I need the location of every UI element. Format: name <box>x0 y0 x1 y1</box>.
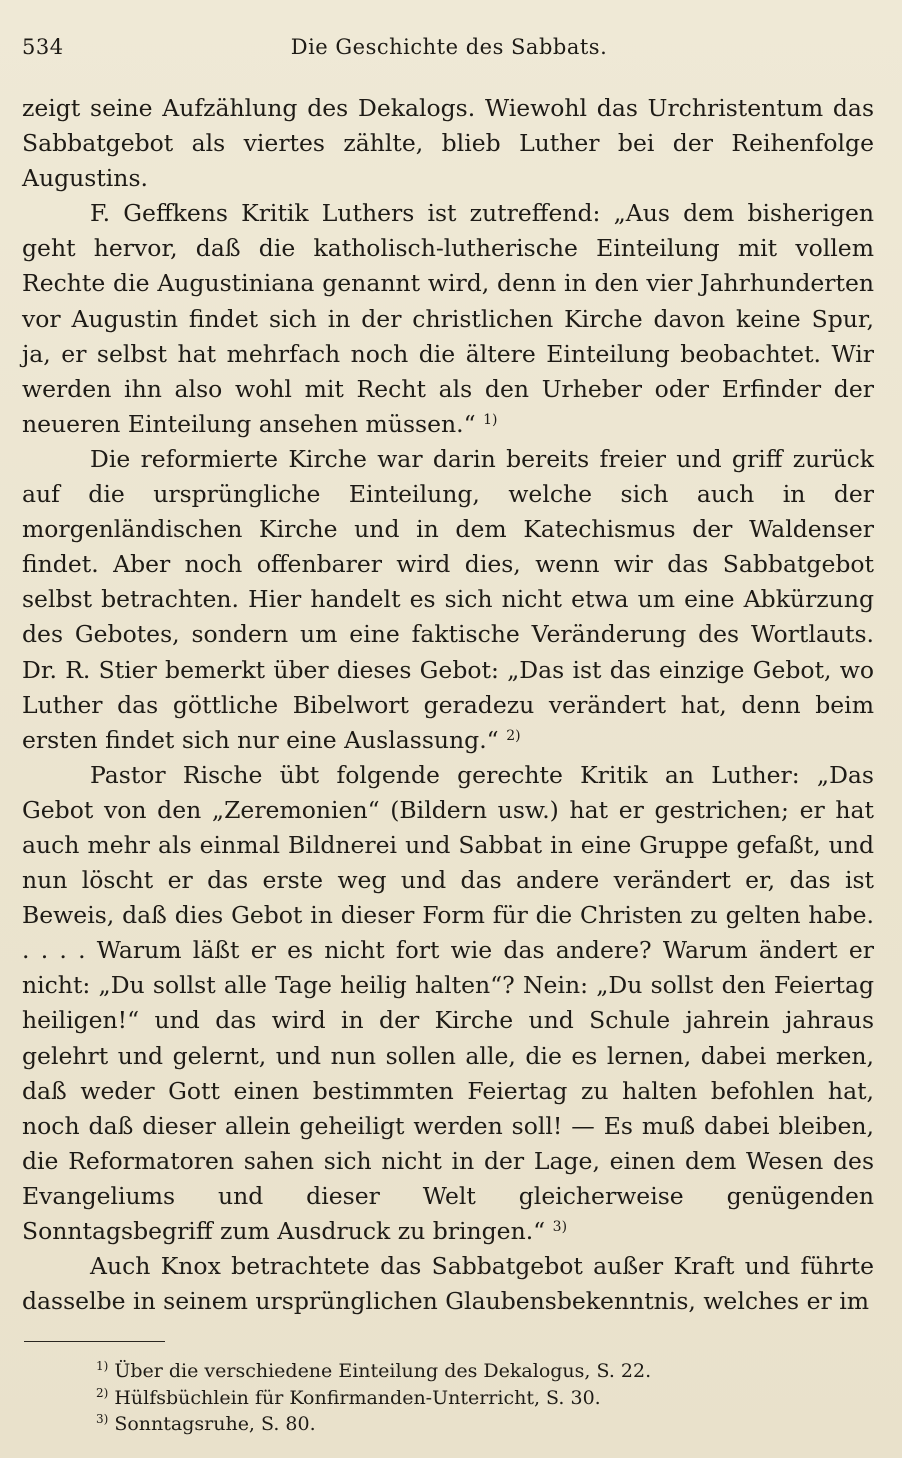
running-head: Die Geschichte des Sabbats. <box>290 35 608 59</box>
paragraph-text: Pastor Rische übt folgende gerechte Kritik an Luther: „Das Gebot von den „Zeremonien“ (Bildern usw.) hat er gestrichen; er hat auch mehr als einmal Bildnerei und Sabbat in eine Gruppe gefaßt, und nun löscht er das erste weg und das andere verändert er, das ist Beweis, daß dies Gebot in dieser Form für die Christen zu gelten habe. . . . . Warum läßt er es nicht fort wie das andere? Warum ändert er nicht: „Du sollst alle Tage heilig halten“? Nein: „Du sollst den Feiertag heiligen!“ und das wird in der Kirche und Schule jahrein jahraus gelehrt und gelernt, und nun sollen alle, die es lernen, dabei merken, daß weder Gott einen bestimmten Feiertag zu halten befohlen hat, noch daß dieser allein geheiligt werden soll! — Es muß dabei bleiben, die Reformatoren sahen sich nicht in der Lage, einen dem Wesen des Evangeliums und dieser Welt gleicherweise genügenden Sonntagsbegriff zum Ausdruck zu bringen.“ <box>22 760 874 1245</box>
footnote-mark: 3) <box>96 1412 109 1426</box>
footnote-text: Hülfsbüchlein für Konfirmanden-Unterricht, S. 30. <box>114 1386 601 1409</box>
footnote-ref: 3) <box>552 1219 568 1235</box>
page-header <box>22 30 876 64</box>
paragraph-reformed-church <box>22 442 874 758</box>
paragraph-geffken <box>22 196 874 442</box>
footnote-text: Sonntagsruhe, S. 80. <box>114 1413 316 1435</box>
paragraph-text: zeigt seine Aufzählung des Dekalogs. Wiewohl das Urchristentum das Sabbatgebot als viertes zählte, blieb Luther bei der Reihenfolge Augustins. <box>22 94 874 193</box>
paragraph-text: Auch Knox betrachtete das Sabbatgebot außer Kraft und führte dasselbe in seinem ursprünglichen Glaubensbekenntnis, welches er im <box>22 1252 874 1316</box>
page-number: 534 <box>22 35 64 59</box>
footnote-2 <box>96 1385 862 1412</box>
footnote-mark: 1) <box>96 1359 109 1373</box>
footnote-divider <box>24 1341 165 1342</box>
paragraph-rische <box>22 758 874 1249</box>
paragraph-text: Die reformierte Kirche war darin bereits freier und griff zurück auf die ursprüngliche Einteilung, welche sich auch in der morgenländischen Kirche und in dem Katechismus der Waldenser findet. Aber noch offenbarer wird dies, wenn wir das Sabbatgebot selbst betrachten. Hier handelt es sich nicht etwa um eine Abkürzung des Gebotes, sondern um eine faktische Veränderung des Wortlauts. Dr. R. Stier bemerkt über dieses Gebot: „Das ist das einzige Gebot, wo Luther das göttliche Bibelwort geradezu verändert hat, denn beim ersten findet sich nur eine Auslassung.“ <box>22 444 874 754</box>
footnote-ref: 2) <box>506 727 521 744</box>
footnote-mark: 2) <box>96 1385 109 1400</box>
paragraph-text: F. Geffkens Kritik Luthers ist zutreffend: „Aus dem bisherigen geht hervor, daß die katholisch-lutherische Einteilung mit vollem Rechte die Augustiniana genannt wird, denn in den vier Jahrhunderten vor Augustin findet sich in der christlichen Kirche davon keine Spur, ja, er selbst hat mehrfach noch die ältere Einteilung beobachtet. Wir werden ihn also wohl mit Recht als den Urheber oder Erfinder der neueren Einteilung ansehen müssen.“ <box>22 199 874 438</box>
footnote-ref: 1) <box>483 411 498 428</box>
footnotes <box>96 1358 862 1438</box>
footnote-3 <box>96 1411 862 1438</box>
main-text <box>22 91 874 1319</box>
footnote-1 <box>96 1358 862 1385</box>
paragraph-knox <box>22 1249 874 1319</box>
footnote-text: Über die verschiedene Einteilung des Dekalogus, S. 22. <box>114 1360 652 1382</box>
paragraph-continuation <box>22 91 874 196</box>
